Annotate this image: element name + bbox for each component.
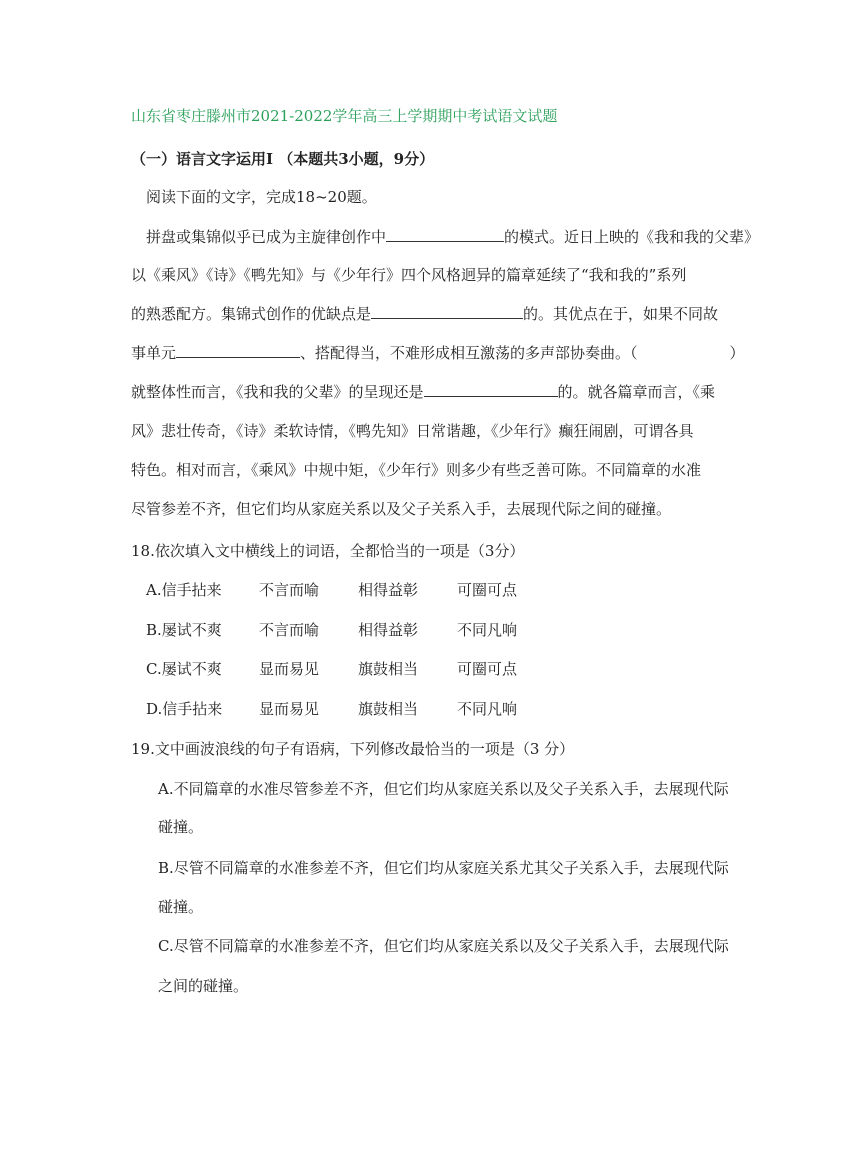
passage-line-8: 尽管参差不齐，但它们均从家庭关系以及父子关系入手，去展现代际之间的碰撞。 [131, 500, 672, 518]
passage-line-2: 以《乘风》《诗》《鸭先知》与《少年行》四个风格迥异的篇章延续了“我和我的”系列 [131, 266, 687, 284]
question-18-stem: 18.依次填入文中横线上的词语，全都恰当的一项是（3分） [131, 542, 525, 560]
document-page: 山东省枣庄滕州市2021-2022学年高三上学期期中考试语文试题 （一）语言文字运用Ⅰ （本题共3小题，9分） 阅读下面的文字，完成18~20题。 拼盘或集锦似乎已成为主旋律创作中 的模式。近日上映的《我和我的父辈》 以《乘风》《诗》《鸭先知》与《少年行》四个风格迥异的篇章延续了“我和我的”系列 的熟悉配方。集锦式创作的优缺点是 的。其优点在于，如果不同故 事单元 、搭配得当，不难形成相互激荡的多声部协奏曲。（ ） 就整体性而言，《我和我的父辈》的呈现还是 的。就各篇章而言，《乘 风》悲壮传奇，《诗》柔软诗情，《鸭先知》日常谐趣，《少年行》癫狂闹剧，可谓各具 特色。相对而言，《乘风》中规中矩，《少年行》则多少有些乏善可陈。不同篇章的水准 尽管参差不齐，但它们均从家庭关系以及父子关系入手，去展现代际之间的碰撞。 18.依次填入文中横线上的词语，全都恰当的一项是（3分） A.信手拈来 不言而喻 相得益彰 可圈可点 B.屡试不爽 不言而喻 相得益彰 不同凡响 C.屡试不爽 显而易见 旗鼓相当 可圈可点 D.信手拈来 显而易见 旗鼓相当 不同凡响 19.文中画波浪线的句子有语病，下列修改最恰当的一项是（3 分） A.不同篇章的水准尽管参差不齐，但它们均从家庭关系以及父子关系入手，去展现代际 碰撞。 B.尽管不同篇章的水准参差不齐，但它们均从家庭关系尤其父子关系入手，去展现代际 碰撞。 C.尽管不同篇章的水准参差不齐，但它们均从家庭关系以及父子关系入手，去展现代际 之间的碰撞。 [131, 107, 760, 995]
passage-line-6: 风》悲壮传奇，《诗》柔软诗情，《鸭先知》日常谐趣，《少年行》癫狂闹剧，可谓各具 [131, 422, 694, 440]
passage-line-5: 就整体性而言，《我和我的父辈》的呈现还是 的。就各篇章而言，《乘 [131, 383, 716, 401]
document-title: 山东省枣庄滕州市2021-2022学年高三上学期期中考试语文试题 [131, 107, 558, 125]
section-heading: （一）语言文字运用Ⅰ （本题共3小题，9分） [131, 150, 435, 168]
fill-blank-4 [424, 382, 558, 397]
passage-line-7: 特色。相对而言，《乘风》中规中矩，《少年行》则多少有些乏善可陈。不同篇章的水准 [131, 461, 702, 479]
passage-line-3: 的熟悉配方。集锦式创作的优缺点是 的。其优点在于，如果不同故 [131, 305, 719, 323]
reading-instruction: 阅读下面的文字，完成18~20题。 [146, 188, 377, 206]
passage-line-1: 拼盘或集锦似乎已成为主旋律创作中 的模式。近日上映的《我和我的父辈》 [146, 228, 760, 246]
fill-blank-2 [371, 304, 523, 319]
fill-blank-3 [176, 343, 300, 358]
passage-line-4: 事单元 、搭配得当，不难形成相互激荡的多声部协奏曲。（ ） [131, 344, 745, 362]
question-19-stem: 19.文中画波浪线的句子有语病，下列修改最恰当的一项是（3 分） [131, 740, 575, 758]
fill-blank-1 [386, 227, 504, 242]
